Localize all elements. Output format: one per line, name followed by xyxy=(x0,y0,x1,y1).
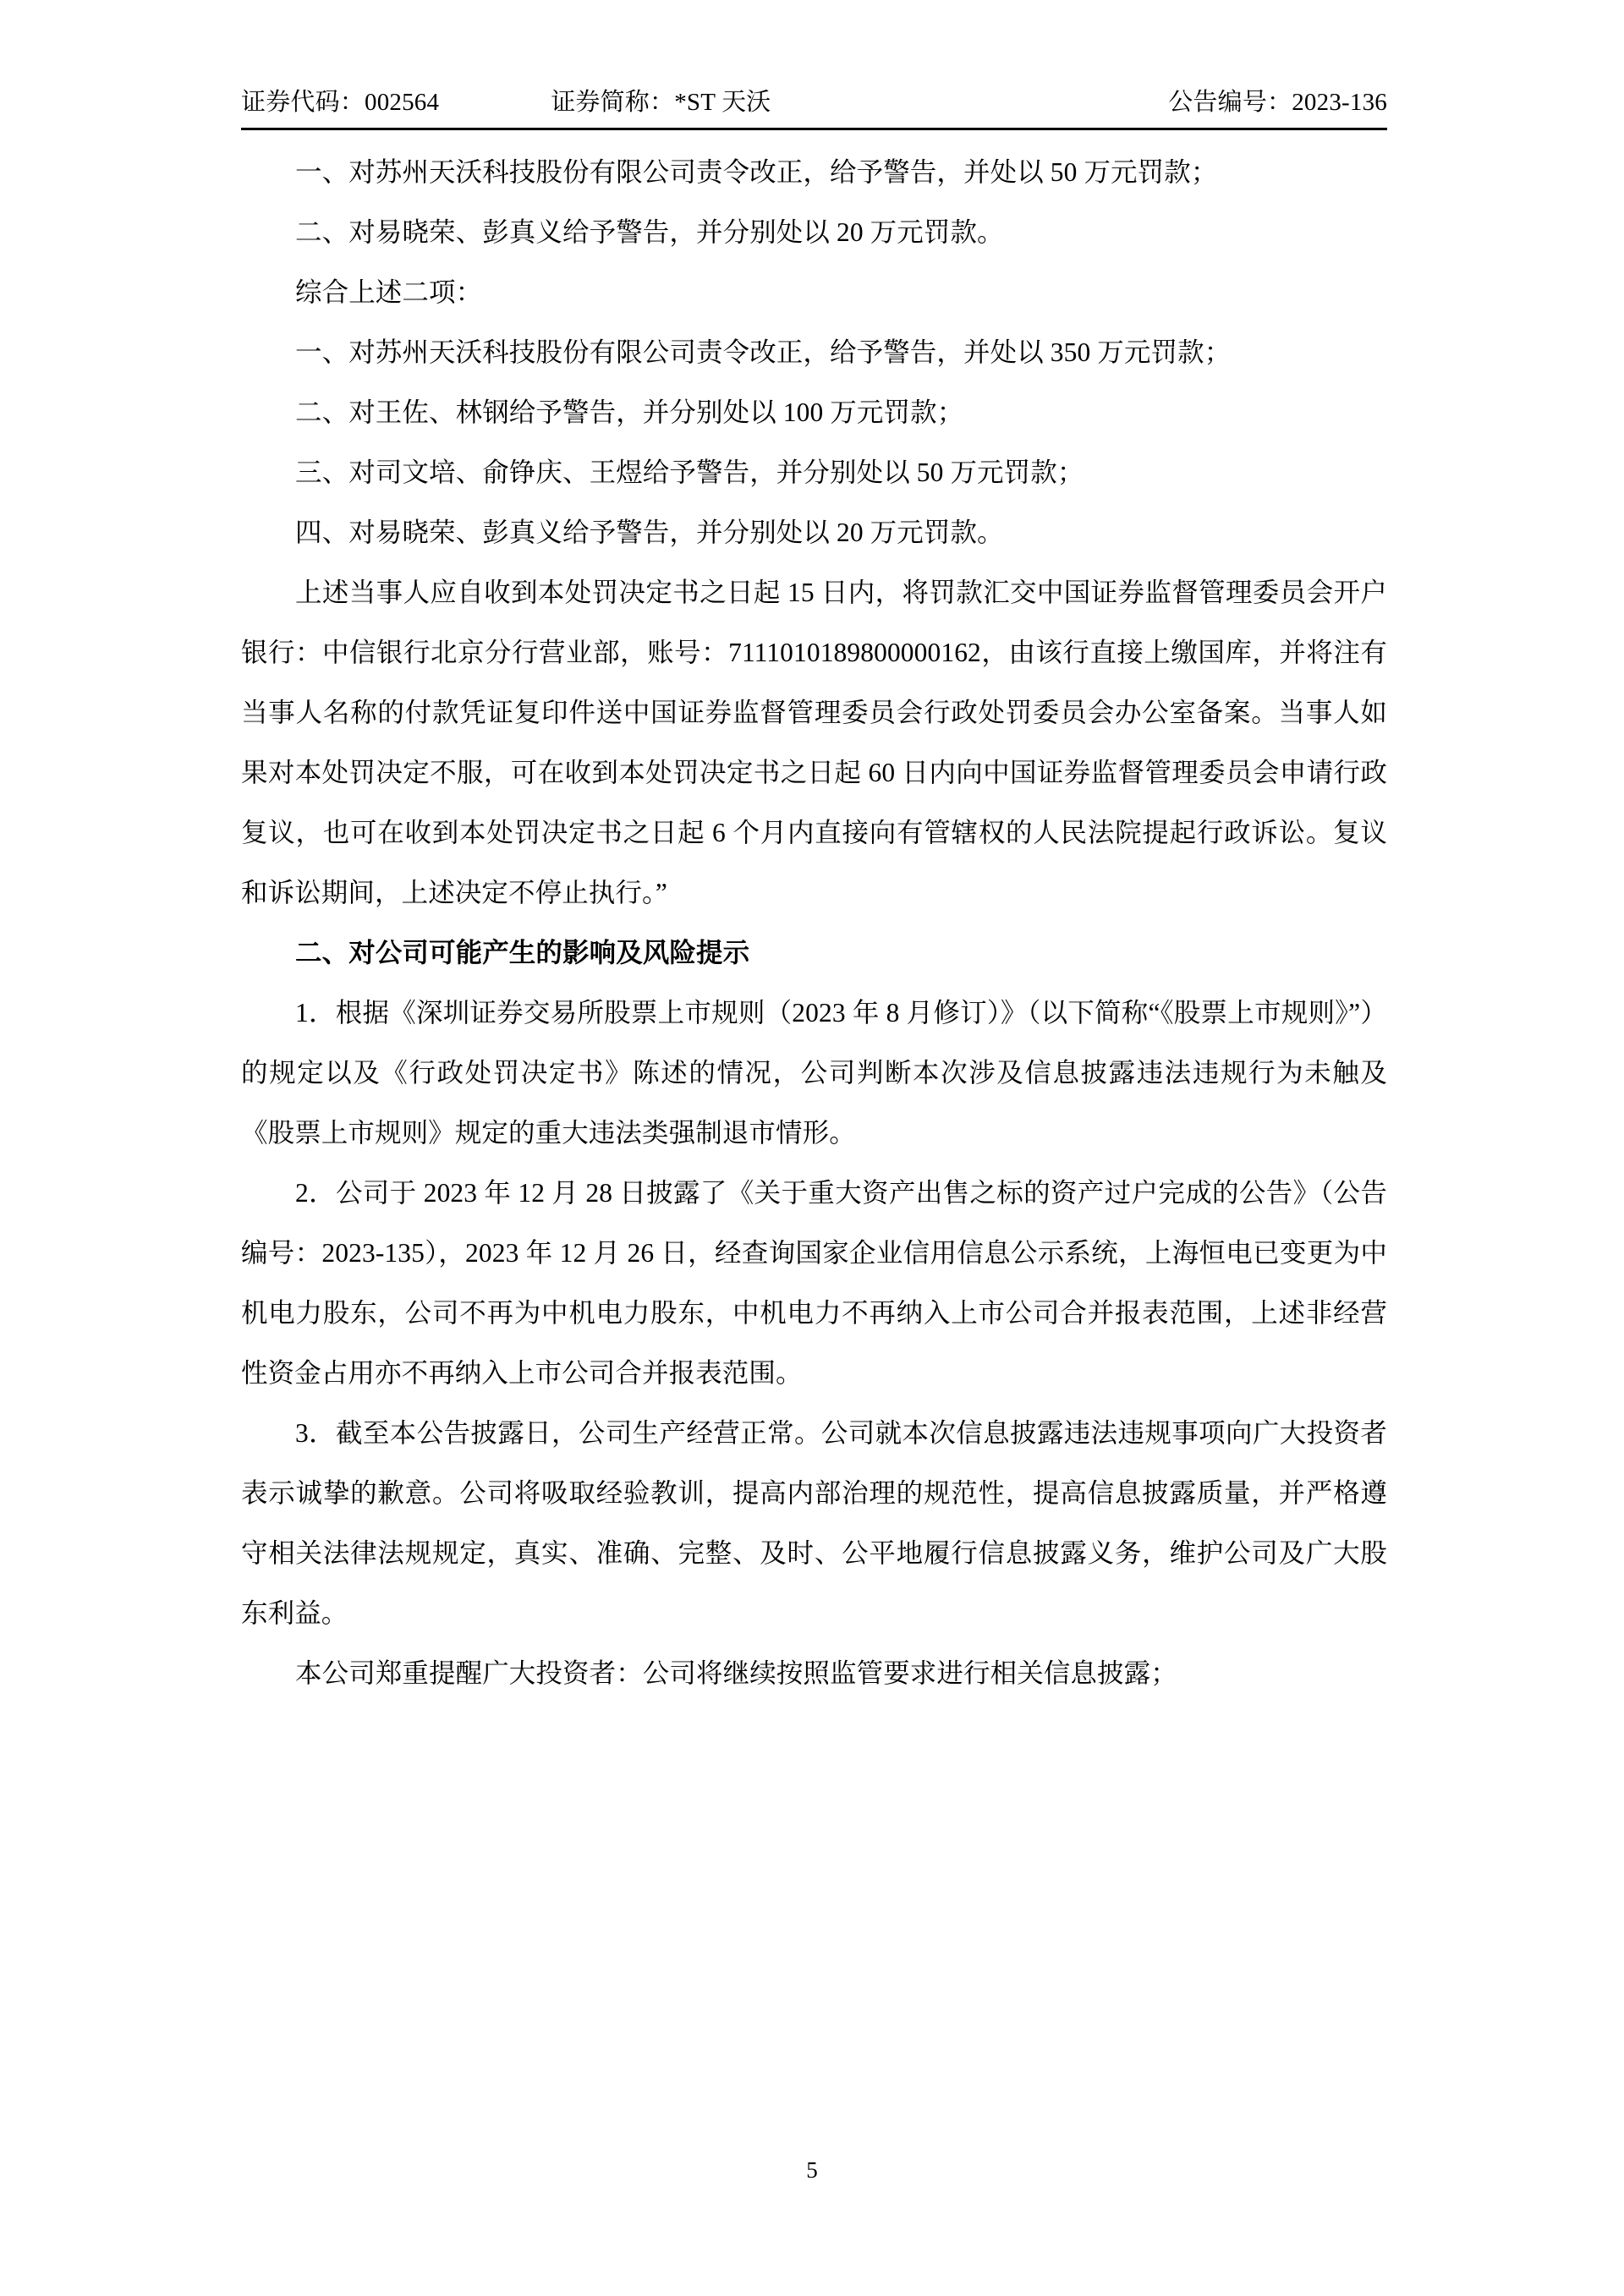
paragraph-combined-item-2: 二、对王佐、林钢给予警告，并分别处以 100 万元罚款； xyxy=(295,397,964,427)
paragraph-penalty-item-1: 一、对苏州天沃科技股份有限公司责令改正，给予警告，并处以 50 万元罚款； xyxy=(295,157,1218,187)
page-content xyxy=(241,0,1387,1703)
paragraph-section-heading-impact: 二、对公司可能产生的影响及风险提示 xyxy=(295,938,750,967)
paragraph-impact-item-3: 3．截至本公告披露日，公司生产经营正常。公司就本次信息披露违法违规事项向广大投资者表示诚挚的歉意。公司将吸取经验教训，提高内部治理的规范性，提高信息披露质量，并严格遵守相关法律法规规定，真实、准确、完整、及时、公平地履行信息披露义务，维护公司及广大股东利益。 xyxy=(241,1418,1387,1628)
page-number: 5 xyxy=(806,2157,818,2183)
paragraph-impact-item-1: 1．根据《深圳证券交易所股票上市规则（2023 年 8 月修订）》（以下简称“《股票上市规则》”）的规定以及《行政处罚决定书》陈述的情况，公司判断本次涉及信息披露违法违规行为未触及《股票上市规则》规定的重大违法类强制退市情形。 xyxy=(241,998,1387,1148)
paragraph-penalty-item-2: 二、对易晓荣、彭真义给予警告，并分别处以 20 万元罚款。 xyxy=(295,217,1004,247)
paragraph-investor-reminder: 本公司郑重提醒广大投资者：公司将继续按照监管要求进行相关信息披露； xyxy=(295,1658,1177,1688)
paragraph-combined-item-3: 三、对司文培、俞铮庆、王煜给予警告，并分别处以 50 万元罚款； xyxy=(295,458,1084,487)
paragraph-payment-instructions: 上述当事人应自收到本处罚决定书之日起 15 日内，将罚款汇交中国证券监督管理委员会开户银行：中信银行北京分行营业部，账号：7111010189800000162，由该行直接上缴国库，并将注有当事人名称的付款凭证复印件送中国证券监督管理委员会行政处罚委员会办公室备案。当事人如果对本处罚决定不服，可在收到本处罚决定书之日起 60 日内向中国证券监督管理委员会申请行政复议，也可在收到本处罚决定书之日起 6 个月内直接向有管辖权的人民法院提起行政诉讼。复议和诉讼期间，上述决定不停止执行。” xyxy=(241,578,1387,907)
page-footer xyxy=(0,2157,1624,2184)
paragraph-combined-item-4: 四、对易晓荣、彭真义给予警告，并分别处以 20 万元罚款。 xyxy=(295,518,1004,547)
running-header xyxy=(241,0,1387,118)
paragraph-impact-item-2: 2．公司于 2023 年 12 月 28 日披露了《关于重大资产出售之标的资产过户完成的公告》（公告编号：2023-135），2023 年 12 月 26 日，经查询国家企业信用信息公示系统，上海恒电已变更为中机电力股东，公司不再为中机电力股东，中机电力不再纳入上市公司合并报表范围，上述非经营性资金占用亦不再纳入上市公司合并报表范围。 xyxy=(241,1178,1387,1388)
paragraph-combined-intro: 综合上述二项： xyxy=(295,277,483,307)
security-short-name: 证券简称：*ST 天沃 xyxy=(551,89,771,116)
paragraph-combined-item-1: 一、对苏州天沃科技股份有限公司责令改正，给予警告，并处以 350 万元罚款； xyxy=(295,337,1232,367)
announcement-number: 公告编号：2023-136 xyxy=(1168,89,1387,116)
security-code: 证券代码：002564 xyxy=(241,89,440,116)
document-body xyxy=(241,130,1387,1703)
